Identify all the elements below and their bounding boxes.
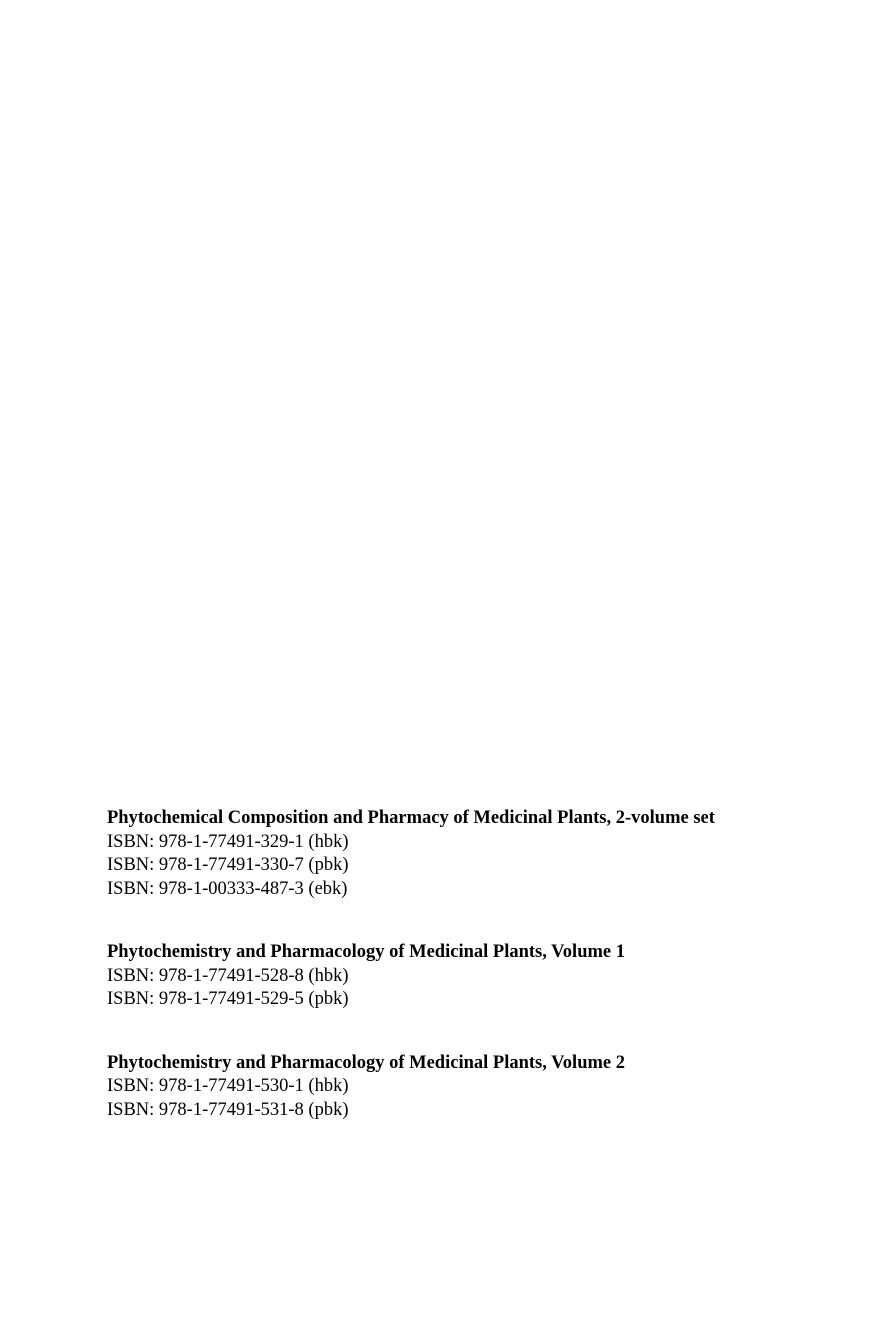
book-entry-volume-2: [107, 1052, 827, 1123]
isbn-listing: [107, 807, 827, 1122]
book-title: Phytochemistry and Pharmacology of Medicinal Plants, Volume 1: [107, 942, 625, 962]
book-title: Phytochemistry and Pharmacology of Medicinal Plants, Volume 2: [107, 1052, 625, 1073]
book-entry-volume-1: [107, 941, 827, 1012]
book-title: Phytochemical Composition and Pharmacy of Medicinal Plants, 2-volume set: [107, 808, 715, 828]
isbn-pbk: ISBN: 978-1-77491-529-5 (pbk): [107, 989, 349, 1009]
isbn-hbk: ISBN: 978-1-77491-329-1 (hbk): [107, 831, 349, 852]
isbn-hbk: ISBN: 978-1-77491-530-1 (hbk): [107, 1076, 349, 1096]
isbn-pbk: ISBN: 978-1-77491-531-8 (pbk): [107, 1099, 349, 1120]
isbn-ebk: ISBN: 978-1-00333-487-3 (ebk): [107, 878, 348, 899]
isbn-pbk: ISBN: 978-1-77491-330-7 (pbk): [107, 855, 349, 875]
book-entry-set: [107, 807, 827, 901]
isbn-hbk: ISBN: 978-1-77491-528-8 (hbk): [107, 965, 349, 986]
